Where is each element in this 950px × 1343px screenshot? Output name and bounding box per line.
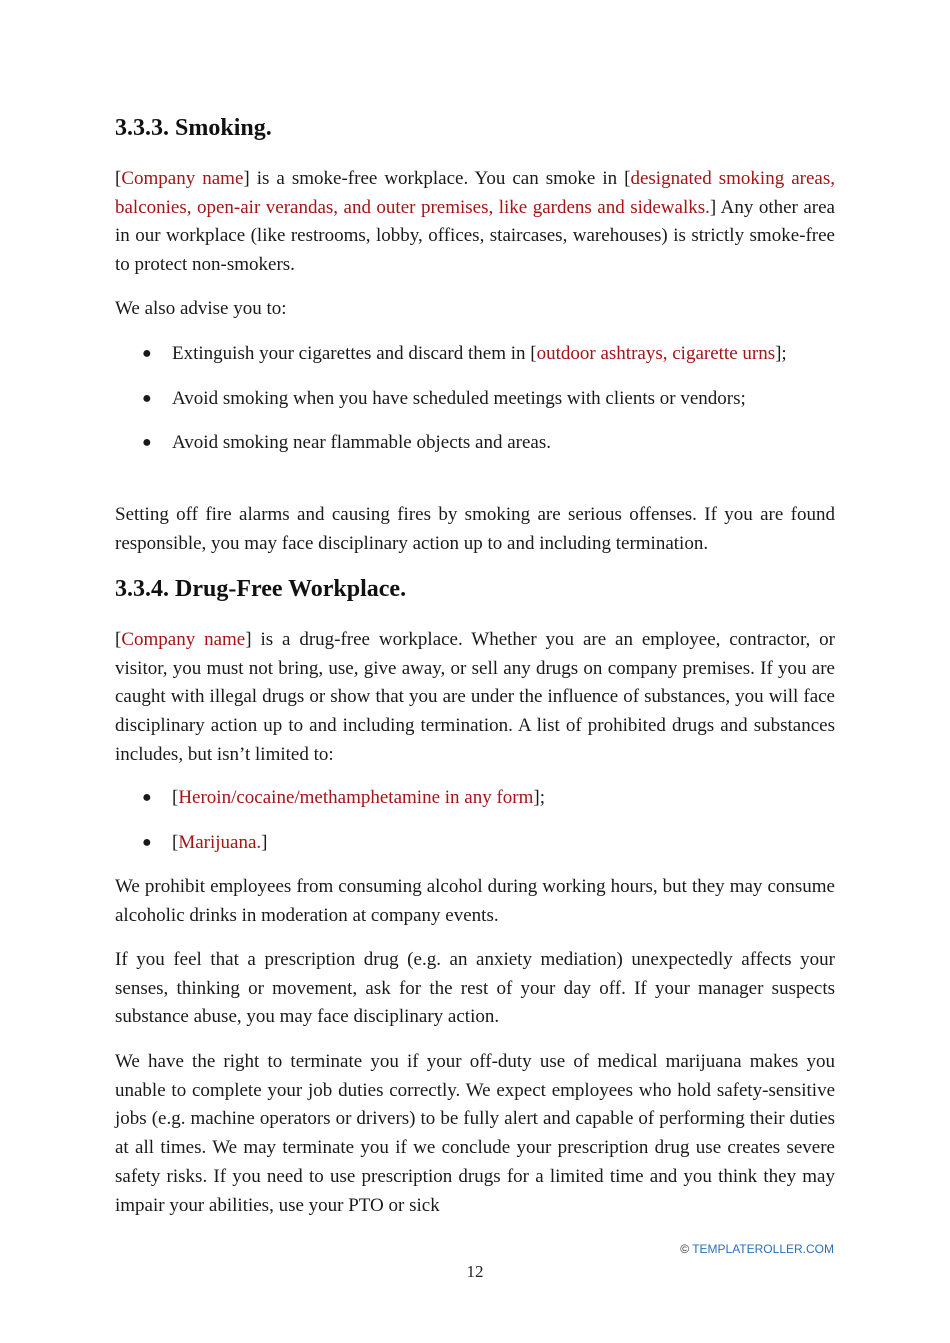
section-heading-drug-free: 3.3.4. Drug-Free Workplace. xyxy=(115,576,407,602)
footer-brand-link[interactable]: TEMPLATEROLLER.COM xyxy=(692,1242,834,1256)
drug-paragraph-4: We have the right to terminate you if your off-duty use of medical marijuana makes you unable to complete your job duties correctly. We expect employees who hold safety-sensitive jobs (e.g. machine operators or drivers) to be fully alert and capable of performing their duties at all times. We may terminate you if we conclude your prescription drug use creates severe safety risks. If you need to use prescription drugs for a limited time and you think they may impair your abilities, use your PTO or sick xyxy=(115,1051,835,1216)
list-item: ● Avoid smoking near flammable objects and areas. xyxy=(115,429,835,458)
list-item: ● Avoid smoking when you have scheduled meetings with clients or vendors; xyxy=(115,385,835,414)
marijuana-placeholder: Marijuana. xyxy=(178,831,262,853)
smoking-paragraph-1: [Company name] is a smoke-free workplace. You can smoke in [designated smoking areas, balconies, open-air verandas, and outer premises, like gardens and sidewalks.] Any other area in our workplace (like restrooms, lobby, offices, staircases, warehouses) is strictly smoke-free to protect non-smokers. xyxy=(115,168,835,276)
bullet-icon: ● xyxy=(142,389,152,407)
smoking-paragraph-2: We also advise you to: xyxy=(115,298,287,319)
drug-paragraph-1: [Company name] is a drug-free workplace. Whether you are an employee, contractor, or visitor, you must not bring, use, give away, or sell any drugs on company premises. If you are caught with illegal drugs or show that you are under the influence of substances, you will face disciplinary action up to and including termination. A list of prohibited drugs and substances includes, but isn’t limited to: xyxy=(115,629,836,765)
list-item: ● [Heroin/cocaine/methamphetamine in any form]; xyxy=(115,784,835,813)
bullet-icon: ● xyxy=(142,345,152,362)
prohibited-drugs-list xyxy=(115,784,835,857)
company-name-placeholder: Company name xyxy=(121,168,244,189)
bullet-icon: ● xyxy=(142,434,152,452)
smoking-advice-list xyxy=(115,340,835,458)
copyright-symbol: © xyxy=(680,1242,690,1256)
smoking-areas-placeholder: designated smoking areas, balconies, open-air verandas, and outer premises, like gardens and sidewalks. xyxy=(115,168,835,218)
ashtray-placeholder: outdoor ashtrays, cigarette urns xyxy=(536,343,776,364)
section-heading-smoking: 3.3.3. Smoking. xyxy=(115,115,272,141)
bullet-icon: ● xyxy=(142,833,152,851)
page-number: 12 xyxy=(466,1262,484,1281)
company-name-placeholder: Company name xyxy=(121,629,246,650)
smoking-paragraph-3: Setting off fire alarms and causing fires by smoking are serious offenses. If you are found responsible, you may face disciplinary action up to and including termination. xyxy=(115,504,835,554)
drugs-placeholder: Heroin/cocaine/methamphetamine in any form xyxy=(178,787,534,808)
drug-paragraph-2: We prohibit employees from consuming alcohol during working hours, but they may consume alcoholic drinks in moderation at company events. xyxy=(115,876,835,926)
footer-copyright xyxy=(680,1242,834,1256)
list-item: ● Extinguish your cigarettes and discard them in [outdoor ashtrays, cigarette urns]; xyxy=(115,340,835,369)
list-item: ● [Marijuana.] xyxy=(115,829,835,858)
drug-paragraph-3: If you feel that a prescription drug (e.g. an anxiety mediation) unexpectedly affects your senses, thinking or movement, ask for the rest of your day off. If your manager suspects substance abuse, you may face disciplinary action. xyxy=(115,949,835,1028)
bullet-icon: ● xyxy=(142,789,152,806)
